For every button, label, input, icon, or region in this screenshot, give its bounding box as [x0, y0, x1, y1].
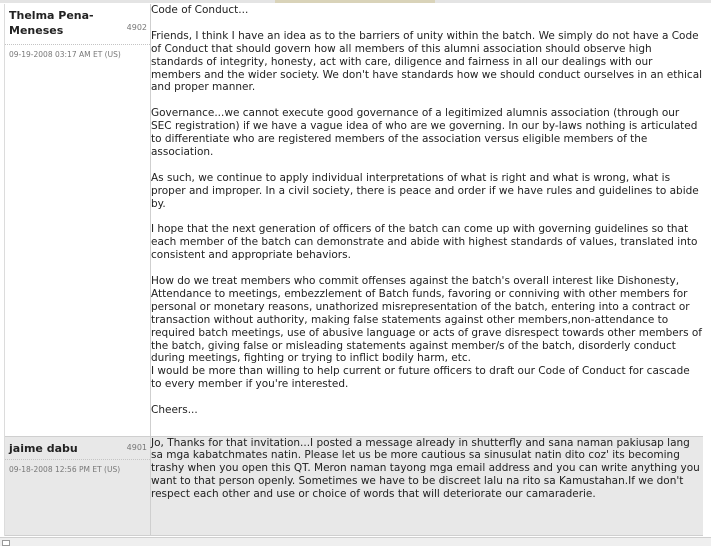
message-thread	[5, 4, 703, 536]
post-number[interactable]: 4901	[126, 442, 147, 452]
post-row	[5, 4, 703, 436]
top-tab-fragment	[275, 0, 435, 3]
author-header	[5, 4, 150, 45]
post-message: Code of Conduct... Friends, I think I have an idea as to the barriers of unity within the batch. We simply do not have a Code of Conduct that should govern how all members of this alumni association should observe high standards of integrity, honesty, act with care, diligence and fairness in all our dealings with our members and the wider society. We don't have standards how we should conduct ourselves in an ethical and proper manner. Governance...we cannot execute good governance of a legitimized alumnis association (through our SEC registration) if we have a vague idea of who are we governing. In our by-laws nothing is articulated to differentiate who are registered members of the association versus eligible members of the association. As such, we continue to apply individual interpretations of what is right and what is wrong, what is proper and improper. In a civil society, there is peace and order if we have rules and guidelines to abide by. I hope that the next generation of officers of the batch can come up with governing guidelines so that each member of the batch can demonstrate and abide with highest standards of values, translated into consistent and appropriate behaviors. How do we treat members who commit offenses against the batch's overall interest like Dishonesty, Attendance to meetings, embezzlement of Batch funds, favoring or conniving with other members for personal or monetary reasons, unathorized misrepresentation of the batch, entering into a contract or transaction without authority, making false statements against other members,non-attendance to required batch meetings, use of abusive language or acts of grave disrespect towards other members of the batch, giving false or misleading statements against member/s of the batch, disorderly conduct during meetings, fighting or trying to inflict bodily harm, etc. I would be more than willing to help current or future officers to draft our Code of Conduct for cascade to every member if you're interested. Cheers...	[151, 4, 703, 417]
author-name[interactable]: Thelma Pena-Meneses	[9, 9, 94, 37]
post-row	[5, 436, 703, 536]
author-header	[5, 437, 150, 460]
post-author-cell	[5, 4, 151, 436]
post-author-cell	[5, 436, 151, 536]
post-number[interactable]: 4902	[126, 23, 147, 32]
post-date: 09-19-2008 03:17 AM ET (US)	[9, 50, 121, 59]
top-strip	[0, 0, 711, 3]
post-message-cell	[151, 4, 704, 436]
author-name[interactable]: jaime dabu	[9, 441, 78, 455]
scroll-handle-icon[interactable]	[2, 540, 10, 546]
post-message: Jo, Thanks for that invitation...I posted a message already in shutterfly and sana naman pakiusap lang sa mga kabatchmates natin. Please let us be more cautious sa sinusulat natin dito coz' its becoming trashy when you open this QT. Meron naman tayong mga email address and you can write anything you want to that person openly. Sometimes we have to be discreet lalu na rito sa Kamustahan.If we don't respect each other and use or choice of words that will deteriorate our camaraderie.	[151, 436, 704, 501]
post-message-cell	[151, 436, 704, 536]
post-date: 09-18-2008 12:56 PM ET (US)	[9, 464, 121, 474]
